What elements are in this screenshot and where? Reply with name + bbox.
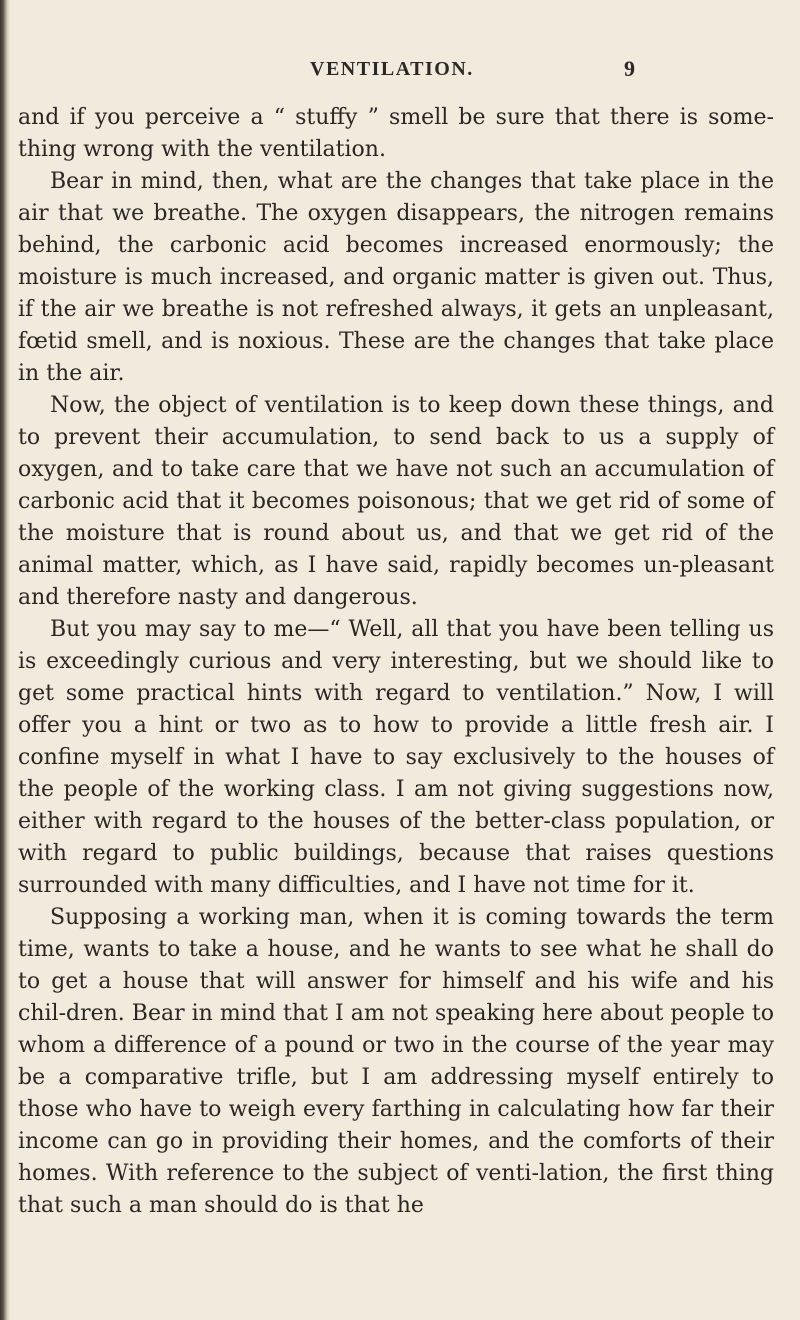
paragraph-continued: and if you perceive a “ stuffy ” smell be sure that there is some-thing wrong with the ventilation. [18, 105, 774, 162]
paragraph: Now, the object of ventilation is to keep down these things, and to prevent their accumulation, to send back to us a supply of oxygen, and to take care that we have not such an accumulation of carbonic acid that it becomes poisonous; that we get rid of some of the moisture that is round about us, and that we get rid of the animal matter, which, as I have said, rapidly becomes un-pleasant and therefore nasty and dangerous. [18, 393, 774, 610]
running-head [0, 58, 800, 86]
page-number: 9 [624, 56, 635, 81]
paragraph: Supposing a working man, when it is coming towards the term time, wants to take a house, and he wants to see what he shall do to get a house that will answer for himself and his wife and his chil-dren. Bear in mind that I am not speaking here about people to whom a difference of a pound or two in the course of the year may be a comparative trifle, but I am addressing myself entirely to those who have to weigh every farthing in calculating how far their income can go in providing their homes, and the comforts of their homes. With reference to the subject of venti-lation, the first thing that such a man should do is that he [18, 905, 774, 1218]
paragraph: Bear in mind, then, what are the changes that take place in the air that we breathe. The oxygen disappears, the nitrogen remains behind, the carbonic acid becomes increased enormously; the moisture is much increased, and organic matter is given out. Thus, if the air we breathe is not refreshed always, it gets an unpleasant, fœtid smell, and is noxious. These are the changes that take place in the air. [18, 169, 774, 386]
binding-edge [0, 0, 10, 1320]
body-text [18, 102, 774, 1222]
paragraph: But you may say to me—“ Well, all that you have been telling us is exceedingly curious and very interesting, but we should like to get some practical hints with regard to ventilation.” Now, I will offer you a hint or two as to how to provide a little fresh air. I confine myself in what I have to say exclusively to the houses of the people of the working class. I am not giving suggestions now, either with regard to the houses of the better-class population, or with regard to public buildings, because that raises questions surrounded with many difficulties, and I have not time for it. [18, 617, 774, 898]
running-title: VENTILATION. [310, 58, 474, 80]
